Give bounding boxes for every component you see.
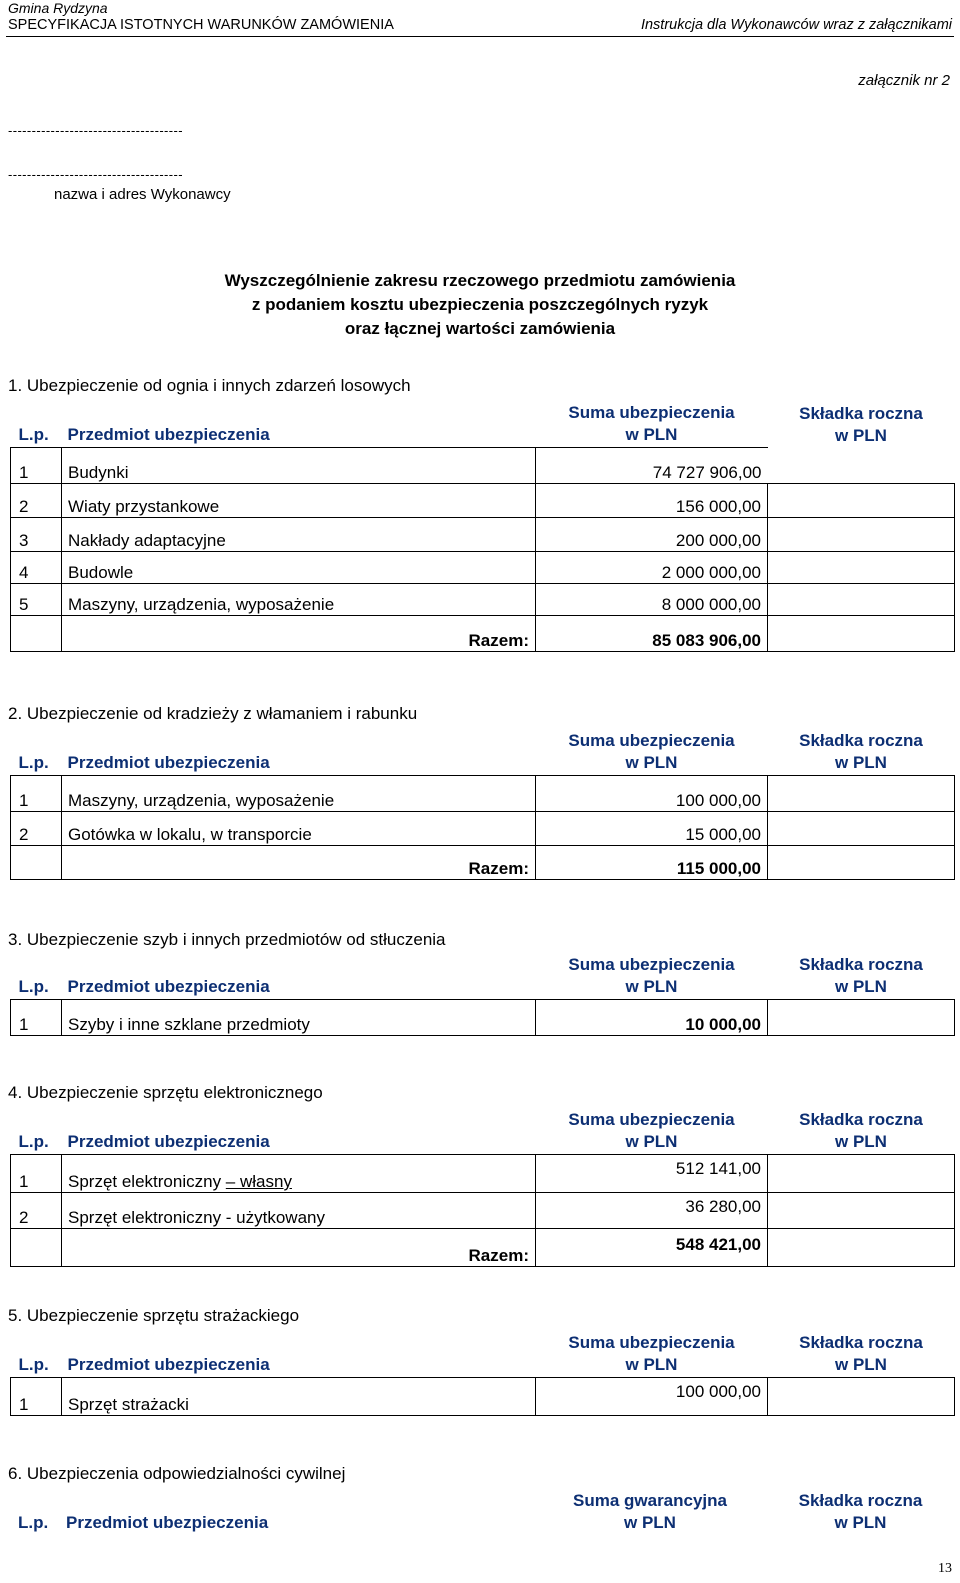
section-6-title: 6. Ubezpieczenia odpowiedzialności cywilnej — [8, 1464, 346, 1483]
header-subject: Przedmiot ubezpieczenia — [67, 425, 270, 444]
section-2-table — [10, 730, 955, 880]
document-title — [0, 269, 960, 341]
header-divider — [6, 36, 954, 37]
table-header-row: L.p. Przedmiot ubezpieczenia Suma ubezpieczenia w PLN Składka roczna w PLN — [18, 1333, 923, 1374]
contractor-label: nazwa i adres Wykonawcy — [54, 186, 231, 203]
table-header-row: L.p. Przedmiot ubezpieczenia Suma ubezpieczenia w PLN Składka roczna w PLN — [18, 731, 923, 772]
title-line-2: z podaniem kosztu ubezpieczenia poszczególnych ryzyk — [251, 295, 709, 314]
section-1-table — [10, 402, 955, 652]
annex-label: załącznik nr 2 — [858, 72, 950, 89]
header-premium: Składka roczna w PLN — [799, 403, 923, 445]
table-row: 2 Sprzęt elektroniczny - użytkowany 36 280,00 — [11, 1193, 955, 1229]
section-6-table — [10, 1490, 955, 1535]
section-5-table — [10, 1332, 955, 1416]
table-row: 3 Nakłady adaptacyjne 200 000,00 — [11, 518, 955, 552]
table-row: 5 Maszyny, urządzenia, wyposażenie 8 000 000,00 — [11, 584, 955, 616]
header-doc-title: SPECYFIKACJA ISTOTNYCH WARUNKÓW ZAMÓWIENIA — [8, 17, 394, 33]
table-header-row: L.p. Przedmiot ubezpieczenia Suma ubezpieczenia w PLN Składka roczna w PLN — [18, 955, 923, 996]
table-row: 2 Gotówka w lokalu, w transporcie 15 000,00 — [11, 812, 955, 846]
table-row: 1 Sprzęt elektroniczny – własny 512 141,00 — [11, 1155, 955, 1193]
table-row: 1 Sprzęt strażacki 100 000,00 — [11, 1378, 955, 1416]
table-row: 1 Maszyny, urządzenia, wyposażenie 100 000,00 — [11, 776, 955, 812]
total-row: Razem: 85 083 906,00 — [11, 616, 955, 652]
section-3-title: 3. Ubezpieczenie szyb i innych przedmiotów od stłuczenia — [8, 930, 446, 949]
section-5-title: 5. Ubezpieczenie sprzętu strażackiego — [8, 1306, 300, 1325]
header-row — [8, 16, 952, 34]
section-4-table — [10, 1109, 955, 1267]
table-row: 4 Budowle 2 000 000,00 — [11, 552, 955, 584]
section-1-title: 1. Ubezpieczenie od ognia i innych zdarzeń losowych — [8, 376, 411, 395]
section-3-table — [10, 954, 955, 1036]
header-sum: Suma ubezpieczenia w PLN — [568, 403, 735, 444]
table-row: 1 Budynki 74 727 906,00 — [11, 448, 955, 484]
header-lp: L.p. — [18, 425, 49, 444]
page-number: 13 — [938, 1561, 952, 1576]
table-row: 2 Wiaty przystankowe 156 000,00 — [11, 484, 955, 518]
table-header-row: L.p. Przedmiot ubezpieczenia Suma ubezpieczenia w PLN Składka roczna w PLN — [18, 1110, 923, 1151]
section-2-title: 2. Ubezpieczenie od kradzieży z włamaniem i rabunku — [8, 704, 418, 723]
header-municipality: Gmina Rydzyna — [8, 0, 108, 16]
title-line-3: oraz łącznej wartości zamówienia — [344, 319, 616, 338]
table-row: 1 Szyby i inne szklane przedmioty 10 000,00 — [11, 1000, 955, 1036]
table-header-row: L.p. Przedmiot ubezpieczenia Suma gwarancyjna w PLN Składka roczna w PLN — [18, 1491, 923, 1532]
title-line-1: Wyszczególnienie zakresu rzeczowego przedmiotu zamówienia — [224, 271, 736, 290]
contractor-line-2: ------------------------------------- — [8, 167, 183, 182]
section-4-title: 4. Ubezpieczenie sprzętu elektronicznego — [8, 1083, 323, 1102]
total-row: Razem: 115 000,00 — [11, 846, 955, 880]
contractor-line-1: ------------------------------------- — [8, 123, 183, 138]
header-doc-subtitle: Instrukcja dla Wykonawców wraz z załącznikami — [640, 17, 952, 33]
total-row: Razem: 548 421,00 — [11, 1229, 955, 1267]
table-header-row — [11, 402, 955, 448]
